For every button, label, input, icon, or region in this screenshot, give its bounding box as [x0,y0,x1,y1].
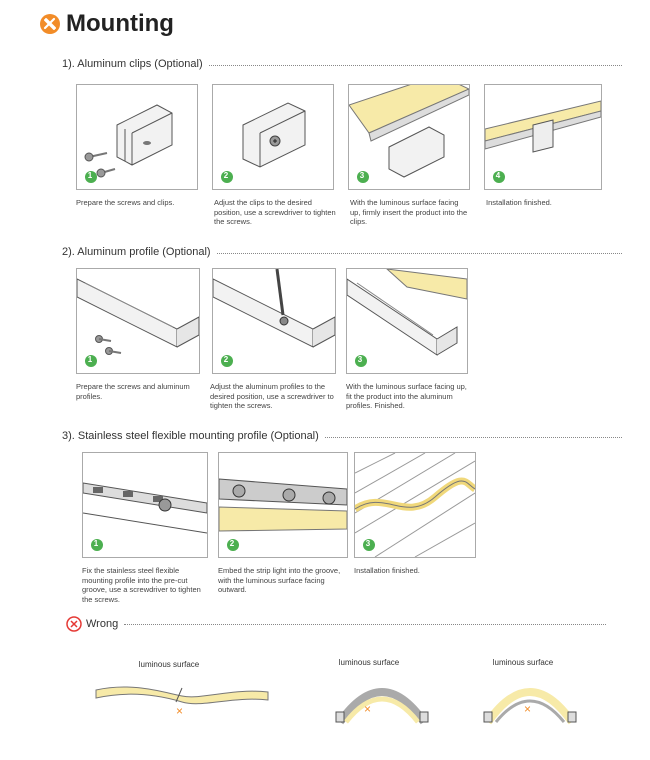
caption-clips-2: Adjust the clips to the desired position, use a screwdriver to tighten the screws. [214,198,336,226]
caption-clips-4: Installation finished. [486,198,552,207]
wrong-label-2: luminous surface [338,658,400,667]
step-number-badge: 2 [223,171,229,180]
wrong-icon [66,616,82,632]
caption-profile-3: With the luminous surface facing up, fit the product into the aluminum profiles. Finished. [346,382,467,410]
step-number-badge: 1 [87,171,93,180]
wrong-label-3: luminous surface [492,658,554,667]
wrong-image-arch-1 [332,672,432,731]
section-heading-stainless: 3). Stainless steel flexible mounting profile (Optional) [62,430,622,442]
section-heading-profile: 2). Aluminum profile (Optional) [62,246,622,258]
section-heading-clips: 1). Aluminum clips (Optional) [62,58,622,70]
tools-icon [40,14,60,34]
step-number-badge: 3 [359,171,365,180]
step-number-badge: 4 [495,171,501,180]
caption-profile-2: Adjust the aluminum profiles to the desired position, use a screwdriver to tighten the screws. [210,382,334,410]
step-number-badge: 2 [229,539,235,548]
wrong-mark-2: × [364,702,372,716]
caption-stainless-2: Embed the strip light into the groove, with the luminous surface facing outward. [218,566,341,594]
caption-profile-1: Prepare the screws and aluminum profiles. [76,382,190,401]
wrong-mark-1: × [176,704,184,718]
step-number-badge: 3 [357,355,363,364]
caption-clips-3: With the luminous surface facing up, firmly insert the product into the clips. [350,198,468,226]
wrong-label-1: luminous surface [138,660,200,669]
step-number-badge: 2 [223,355,229,364]
caption-stainless-3: Installation finished. [354,566,420,575]
caption-stainless-1: Fix the stainless steel flexible mounting profile into the pre-cut groove, use a screwdriver to tighten the screws. [82,566,201,604]
wrong-mark-3: × [524,702,532,716]
page-title [40,10,174,38]
step-number-badge: 3 [365,539,371,548]
step-number-badge: 1 [93,539,99,548]
caption-clips-1: Prepare the screws and clips. [76,198,175,207]
title-text: Mounting [66,10,174,37]
step-number-badge: 1 [87,355,93,364]
wrong-heading: Wrong [66,616,606,632]
